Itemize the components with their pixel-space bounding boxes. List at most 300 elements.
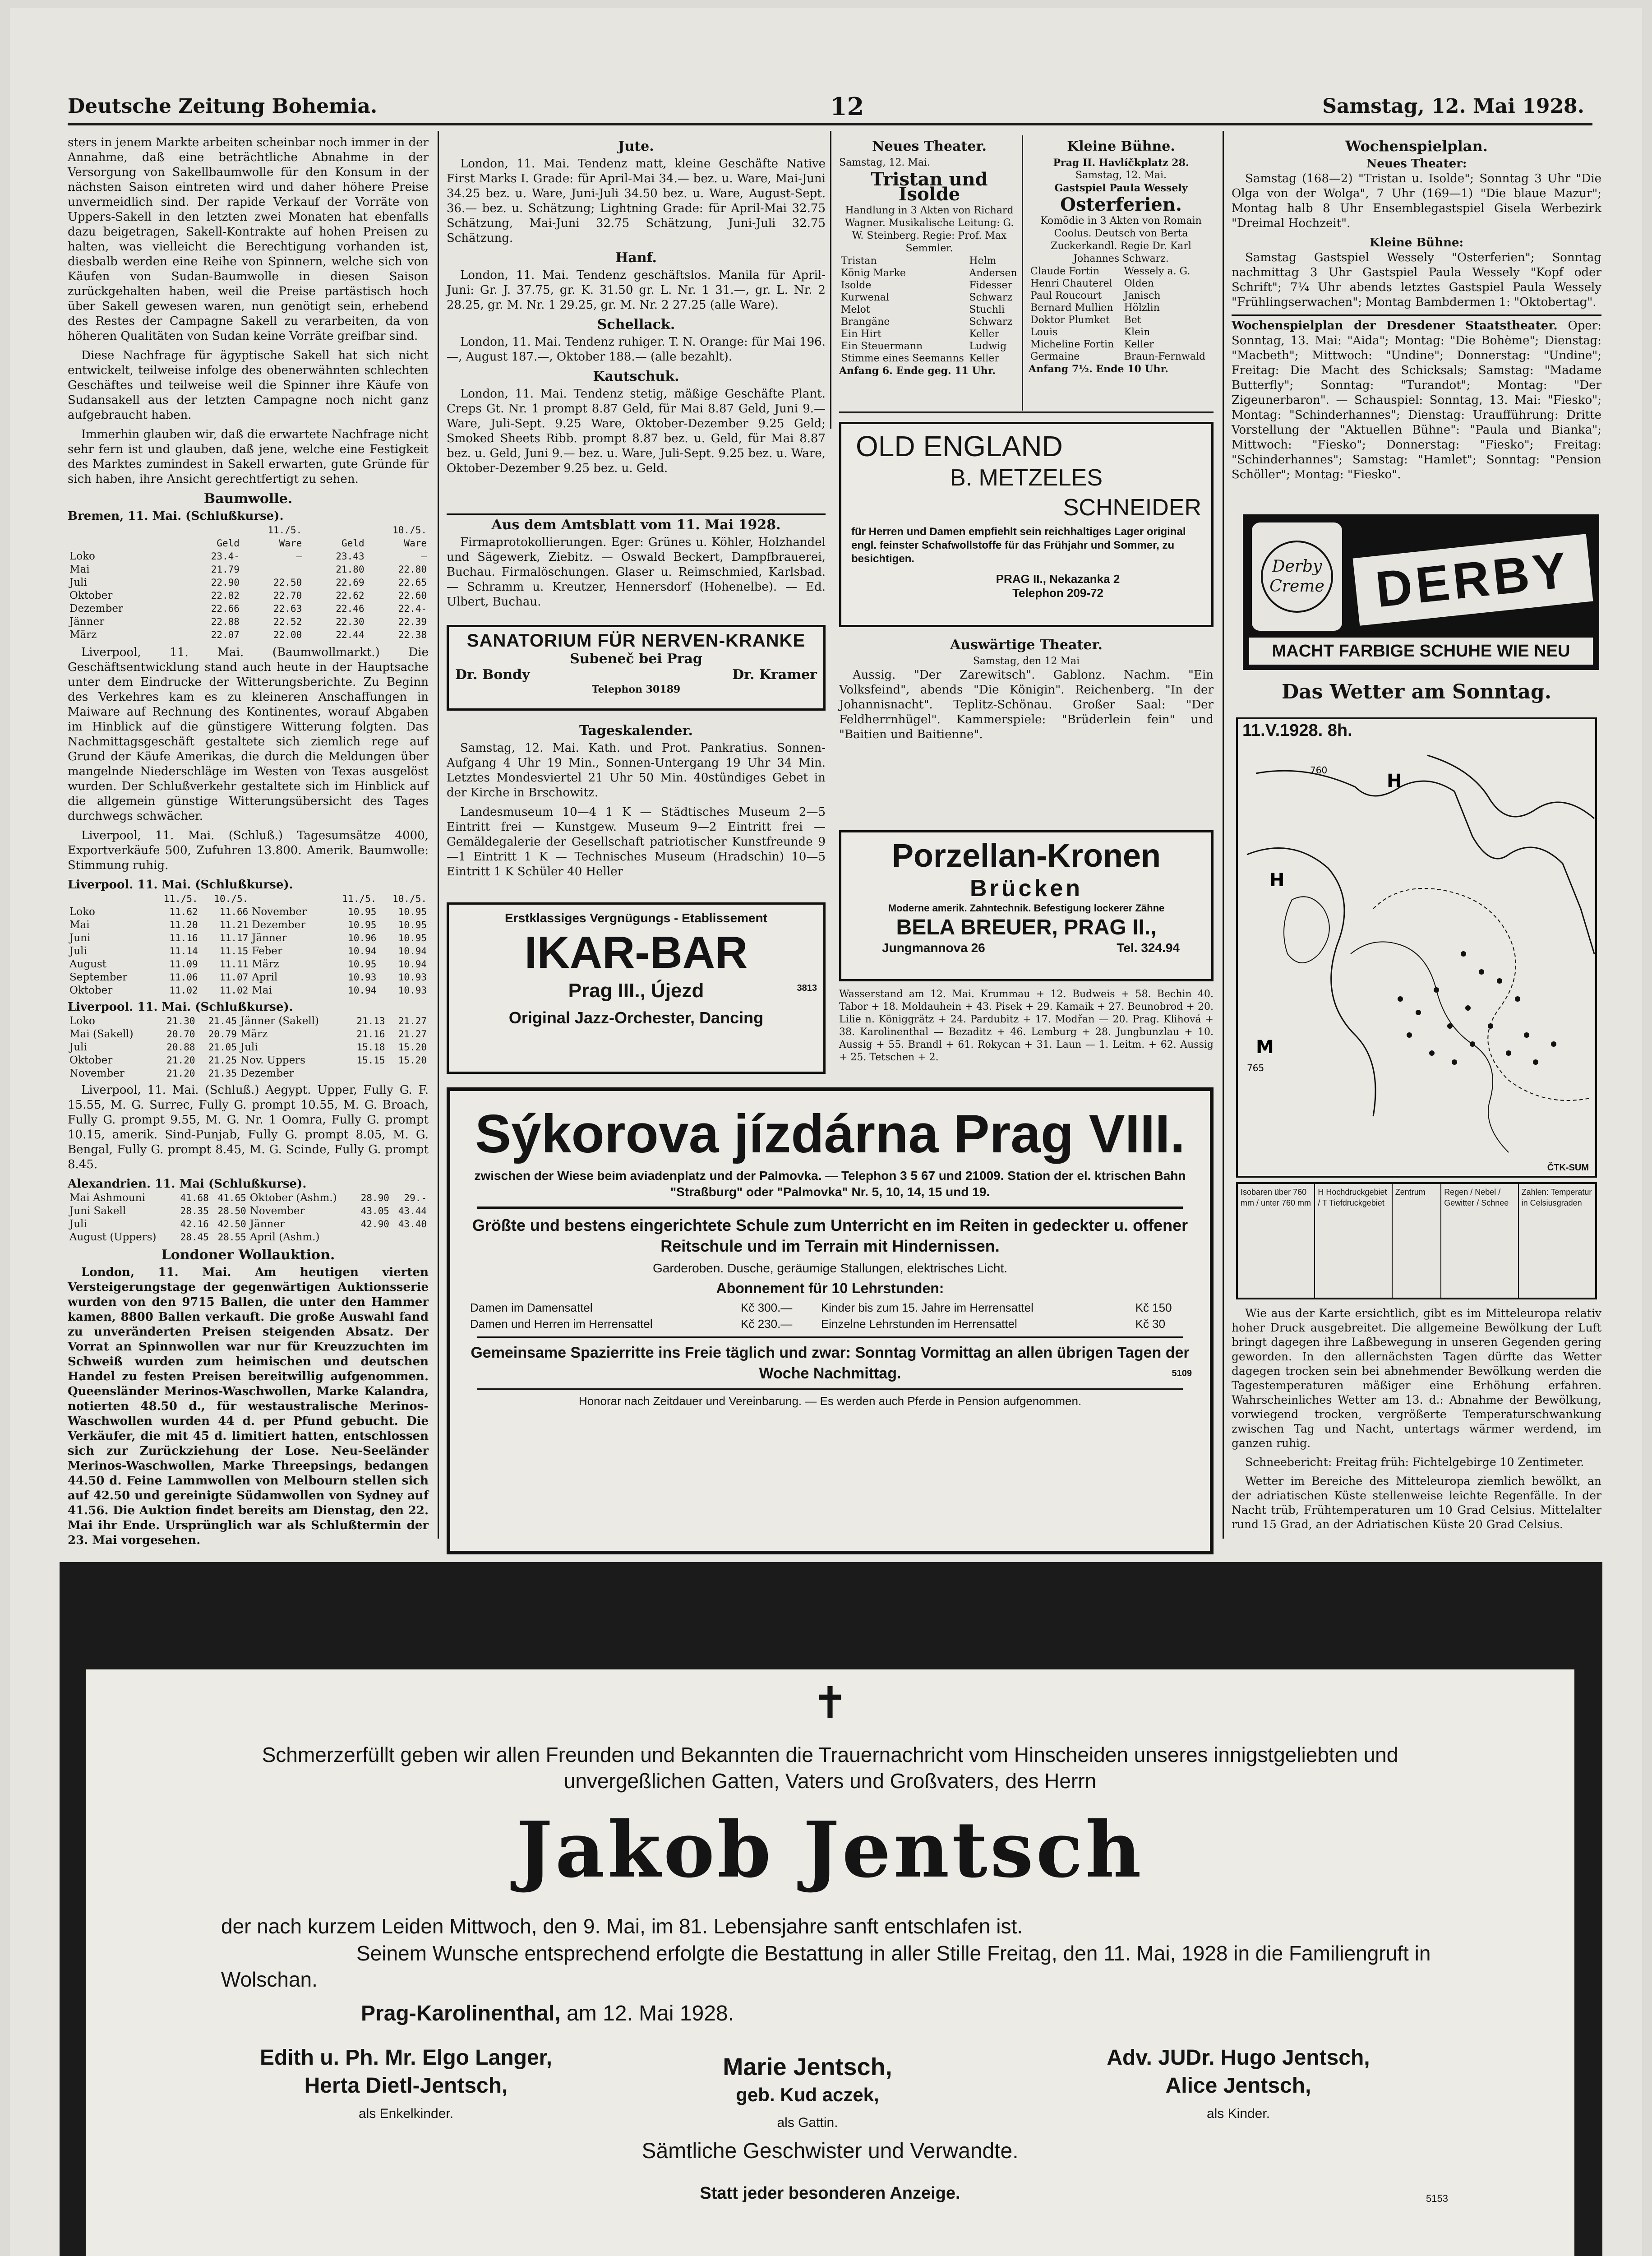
joint-rides xyxy=(468,1342,1192,1384)
old-england-title: OLD ENGLAND xyxy=(856,430,1063,462)
table-cell: 22.62 xyxy=(336,590,365,601)
mourning-place-date xyxy=(361,2001,734,2026)
riding-school-title: Sýkorova jízdárna Prag VIII. xyxy=(475,1104,1185,1164)
table-row xyxy=(839,352,1020,365)
legend-isobars: Isobaren über 760 mm / unter 760 mm xyxy=(1238,1184,1315,1298)
table-cell: 22.07 xyxy=(211,629,240,640)
table-cell: 11.62 xyxy=(169,906,198,917)
table-cell: 22.52 xyxy=(273,616,302,627)
legend-numbers: Zahlen: Temperatur in Celsiusgraden xyxy=(1521,1188,1592,1207)
table-cell: 15.15 xyxy=(356,1055,385,1066)
table-cell: 28.90 xyxy=(360,1193,389,1203)
table-cell: August xyxy=(69,958,107,970)
table-cell: 23.43 xyxy=(336,551,365,562)
ad-number: 3813 xyxy=(797,983,817,993)
mourning-line1: der nach kurzem Leiden Mittwoch, den 9. Mai, im 81. Lebensjahre sanft entschlafen ist. xyxy=(221,1914,1023,1938)
table-cell: Juli xyxy=(240,1041,258,1053)
table-cell: 22.88 xyxy=(211,616,240,627)
table-cell: Ein Steuermann xyxy=(841,341,923,352)
table-cell: 15.20 xyxy=(398,1042,427,1053)
table-cell: Mai Ashmouni xyxy=(69,1192,145,1204)
derby-banner xyxy=(1353,534,1593,626)
coastline xyxy=(1373,888,1590,1100)
mourner-relation: als Gattin. xyxy=(777,2115,838,2130)
table-cell: Loko xyxy=(69,1015,95,1027)
table-cell: Mai (Sakell) xyxy=(69,1028,134,1040)
table-cell: August (Uppers) xyxy=(69,1231,157,1243)
table-cell: 10.95 xyxy=(398,906,427,917)
table-cell: 21.27 xyxy=(398,1029,427,1040)
liverpool-report: Liverpool, 11. Mai. (Baumwollmarkt.) Die Geschäftsentwicklung stand auch heute in der Hauptsache unter dem Eindrucke der Witterungsberichte. Zu Beginn des Verkehres kam es zu kleineren Anschaffungen in Maiware auf Rechnung des Kontinentes, worauf Abgaben im Hinblick auf die günstigere Witterung folgten. Das Nachmittagsgeschäft gestaltete sich ziemlich rege auf Grund der Käufe Amerikas, die durch die Meldungen über mangelnde Niederschläge im Westen von Texas ausgelöst wurden. Der Schlußverkehr gestaltete sich im Hinblick auf die allgemein günstige Witterungsübersicht des Tages durchwegs schwächer. xyxy=(68,646,429,823)
liverpool-prompt: Liverpool, 11. Mai. (Schluß.) Aegypt. Upper, Fully G. F. 15.55, M. G. Surrec, Fully G. prompt 10.55, M. G. Broach, Fully G. prompt 9.55, M. G. Nr. 1 Oomra, Fully G. prompt 10.15, amerik. Sind-Punjab, Fully G. prompt 8.05, M. G. Bengal, Fully G. prompt 8.45, M. G. Scinde, Fully G. prompt 8.45. xyxy=(68,1083,429,1171)
table-cell: 11.16 xyxy=(169,933,198,943)
table-cell: März xyxy=(252,958,279,970)
table-cell: 10.95 xyxy=(398,920,427,930)
table-cell: April (Ashm.) xyxy=(249,1231,320,1243)
table-row xyxy=(839,279,1020,291)
shellac-heading: Schellack. xyxy=(597,317,675,333)
mourning-place: Prag-Karolinenthal, xyxy=(361,2002,561,2025)
table-cell: 28.50 xyxy=(217,1206,246,1216)
table-row xyxy=(68,615,429,629)
shellac-report: London, 11. Mai. Tendenz ruhiger. T. N. Orange: für Mai 196.—, August 187.—, Oktober 188.— (alle bezahlt). xyxy=(447,335,826,364)
table-header: Geld xyxy=(341,538,365,549)
dresden-program xyxy=(1232,319,1601,482)
no-separate-notice: Statt jeder besonderen Anzeige. xyxy=(700,2184,960,2203)
paper-name: Deutsche Zeitung Bohemia. xyxy=(68,95,378,118)
table-cell: Oktober (Ashm.) xyxy=(249,1192,337,1204)
gazette-heading: Aus dem Amtsblatt vom 11. Mai 1928. xyxy=(447,513,826,532)
museum-text: Landesmuseum 10—4 1 K — Städtisches Museum 2—5 Eintritt frei — Kunstgew. Museum 9—2 Eintritt frei — Gemäldegalerie der Gesellschaft patriotischer Kunstfreunde 9—1 Eintritt 1 K — Technisches Museum (Hradschin) 10—5 Eintritt 1 K Schüler 40 Heller xyxy=(447,805,826,878)
table-row xyxy=(839,291,1020,304)
table-cell: 11.07 xyxy=(220,972,249,983)
small-stage-subheading: Kleine Bühne: xyxy=(1369,236,1464,250)
table-row xyxy=(68,576,429,589)
table-cell: Ludwig xyxy=(969,341,1007,352)
table-cell: 43.40 xyxy=(398,1219,427,1230)
hemp-heading: Hanf. xyxy=(615,250,657,266)
table-header: 10./5. xyxy=(392,893,427,904)
table-cell: Brangäne xyxy=(841,316,890,328)
table-cell: Micheline Fortin xyxy=(1030,339,1114,350)
table-cell: 21.27 xyxy=(398,1016,427,1026)
table-cell: 41.65 xyxy=(217,1193,246,1203)
ikar-orchestra: Original Jazz-Orchester, Dancing xyxy=(508,1008,764,1027)
ikar-address xyxy=(455,980,817,1002)
table-cell: 21.35 xyxy=(208,1068,237,1079)
table-row xyxy=(839,316,1020,328)
table-cell: Stuchli xyxy=(969,304,1005,315)
table-cell: Wessely a. G. xyxy=(1124,266,1191,277)
dresden-text: Oper: Sonntag, 13. Mai: "Aida"; Montag: "Die Bohème"; Dienstag: "Macbeth"; Mittwoch: "Undine"; Donnerstag: "Undine"; Freitag: Die Macht des Schicksals; Samstag: "Madame Butterfly"; Sonntag: "Turandot"; Montag: "Der Zigeunerbaron". — Schauspiel: Sonntag, 13. Mai: "Fiesko"; Montag: "Schinderhannes"; Dienstag: Uraufführung: Dritte Vorstellung der "Aktuellen Bühne": "Paula und Bianka"; Mittwoch: "Fiesko"; Donnerstag: "Fiesko"; Freitag: "Schinderhannes"; Samstag: "Hamlet"; Sonntag: "Pension Schöller"; Montag: "Fiesko". xyxy=(1232,319,1602,481)
table-cell: 22.65 xyxy=(398,577,427,588)
map-date: 11.V.1928. 8h. xyxy=(1242,721,1352,740)
table-header: 11./5. xyxy=(268,525,302,536)
porcelain-crowns-ad xyxy=(839,830,1214,981)
legend-pressure: H Hochdruckgebiet / T Tiefdruckgebiet xyxy=(1315,1184,1392,1298)
weather-report xyxy=(1232,1306,1601,1550)
new-theatre-program: Samstag (168—2) "Tristan u. Isolde"; Sonntag 3 Uhr "Die Olga von der Wolga", 7 Uhr (169—1) "Die blaue Mazur"; Montag halb 8 Uhr Ensemblegastspiel Gisela Werbezirk "Dreimal Hochzeit". xyxy=(1232,172,1601,230)
cast-table xyxy=(839,255,1020,365)
table-row xyxy=(68,1041,429,1054)
table-cell: 22.69 xyxy=(336,577,365,588)
alexandria-heading: Alexandrien. 11. Mai (Schlußkurse). xyxy=(68,1177,307,1191)
high-pressure-mark: H xyxy=(1269,870,1285,891)
table-row xyxy=(68,971,429,984)
table-row xyxy=(839,328,1020,340)
joint-rides-text: Gemeinsame Spazierritte ins Freie täglich und zwar: Sonntag Vormittag an allen übrigen Tagen der Woche Nachmittag. xyxy=(471,1344,1190,1382)
water-levels xyxy=(839,988,1214,1083)
table-row xyxy=(68,1218,429,1231)
liverpool-heading: Liverpool. 11. Mai. (Schlußkurse). xyxy=(68,878,293,892)
table-cell: Kurwenal xyxy=(841,292,889,303)
table-cell: 11.02 xyxy=(169,985,198,996)
column-markets xyxy=(68,135,429,1548)
small-stage-program: Samstag Gastspiel Wessely "Osterferien"; Sonntag nachmittag 3 Uhr Gastspiel Paula Wessely "Kopf oder Schrift"; 7¼ Uhr abends letztes Gastspiel Paula Wessely "Frühlingserwachen"; Montag Bambdermen 1: "Oktobertag". xyxy=(1232,251,1601,309)
table-cell: 11.02 xyxy=(220,985,249,996)
table-cell: Olden xyxy=(1124,278,1154,289)
table-cell: 21.16 xyxy=(356,1029,385,1040)
old-england-name: B. METZELES xyxy=(950,465,1103,491)
liverpool-egypt-table xyxy=(68,1015,429,1080)
isobar-value: 760 xyxy=(1310,765,1328,776)
table-row xyxy=(68,919,429,932)
table-cell: 10.94 xyxy=(348,985,377,996)
table-row xyxy=(1029,314,1214,326)
table-cell: Damen im Damensattel xyxy=(470,1301,593,1314)
table-cell: 41.68 xyxy=(180,1193,209,1203)
jute-heading: Jute. xyxy=(618,139,654,154)
riding-school-facilities: Garderoben. Dusche, geräumige Stallungen, elektrisches Licht. xyxy=(653,1261,1007,1275)
table-cell: 11.66 xyxy=(220,906,249,917)
table-cell: 15.18 xyxy=(356,1042,385,1053)
table-row xyxy=(68,629,429,642)
theatre-heading: Kleine Bühne. xyxy=(1067,139,1175,154)
cotton-p2: Diese Nachfrage für ägyptische Sakell hat sich nicht entwickelt, teilweise infolge des obenerwähnten schlechten Geschäftes und teilweise weil die Spinner ihre Käufe von Sudansakell aus der letzten Campagne noch nicht ganz aufgebraucht haben. xyxy=(68,349,429,422)
table-cell: — xyxy=(421,551,427,562)
table-row xyxy=(68,1028,429,1041)
porcelain-name: BELA BREUER, PRAG II., xyxy=(896,915,1157,939)
table-cell: 11.15 xyxy=(220,946,249,957)
column-weekly-program xyxy=(1232,135,1601,505)
table-cell: Isolde xyxy=(841,280,872,291)
ikar-title: IKAR-BAR xyxy=(524,927,748,978)
section-heading: Baumwolle. xyxy=(203,491,293,507)
table-cell: Juli xyxy=(69,577,87,588)
table-cell xyxy=(241,563,304,576)
sanatorium-doctor-right: Dr. Kramer xyxy=(732,667,817,683)
cotton-intro: sters in jenem Markte arbeiten scheinbar noch immer in der Annahme, daß eine beträchtliche Abnahme in der Versorgung von Sakellbaumwolle für den Konsum in der nächsten Saison eintreten wird und daher höhere Preise unvermeidlich sind. Der rapide Verkauf der Vorräte von Uppers-Sakell in den letzten zwei Monaten hat ebenfalls dazu beigetragen, Sakell-Kontrakte auf hohen Preisen zu halten, was vielleicht die Berechtigung vorhanden ist, diesbalb werden eine Reihe von Spinnern, welche sich von Käufen von Sudan-Baumwolle in diesen Saison zurückgehalten haben, weil die Preise partästisch hoch über Sakell gewesen waren, nun genötigt sein, erhebend des Restes der Campagne Sakell zu verarbeiten, da von höheren Qualitäten von Sudan keine Vorräte greifbar sind. xyxy=(68,136,429,343)
table-cell: September xyxy=(69,971,128,983)
mourners-grandchildren xyxy=(203,2044,609,2128)
table-cell: 43.05 xyxy=(360,1206,389,1216)
column-divider xyxy=(830,131,831,429)
table-cell: 10.94 xyxy=(398,946,427,957)
old-england-ad xyxy=(839,422,1214,627)
table-row xyxy=(839,340,1020,352)
weather-map xyxy=(1236,717,1597,1178)
sanatorium-place: Subeneč bei Prag xyxy=(570,651,702,667)
table-cell: Kč 30 xyxy=(1135,1317,1166,1331)
header-rule xyxy=(68,123,1592,125)
table-cell: 10.95 xyxy=(398,933,427,943)
table-cell: Keller xyxy=(969,353,999,364)
ad-number: 5153 xyxy=(1426,2193,1448,2204)
table-cell: 22.4- xyxy=(398,603,427,614)
derby-can xyxy=(1252,522,1342,631)
sanatorium-phone: Telephon 30189 xyxy=(591,684,681,695)
table-row xyxy=(68,1015,429,1028)
map-credit: ČTK-SUM xyxy=(1547,1163,1589,1173)
table-cell: 21.20 xyxy=(166,1068,195,1079)
table-cell: Loko xyxy=(69,906,95,918)
sanatorium-doctor-left: Dr. Bondy xyxy=(455,667,530,683)
porcelain-title: Porzellan-Kronen xyxy=(891,838,1161,874)
table-cell: Claude Fortin xyxy=(1030,266,1100,277)
table-cell: Fidesser xyxy=(969,280,1012,291)
table-row xyxy=(68,1192,429,1205)
table-cell xyxy=(345,1067,387,1080)
table-cell: — xyxy=(296,551,302,562)
table-cell: November xyxy=(249,1205,305,1217)
calendar-heading: Tageskalender. xyxy=(579,723,693,739)
table-cell: 11.17 xyxy=(220,933,249,943)
table-cell: 28.55 xyxy=(217,1232,246,1243)
external-theatres xyxy=(839,634,1214,823)
table-cell: Dezember xyxy=(69,603,123,615)
table-row xyxy=(68,932,429,945)
table-header: 11./5. xyxy=(342,893,377,904)
table-cell: Ein Hirt xyxy=(841,328,881,340)
table-cell: Jänner xyxy=(252,932,287,944)
ikar-tagline: Erstklassiges Vergnügungs - Etablissement xyxy=(505,911,767,925)
riding-school-location: zwischen der Wiese beim aviadenplatz und der Palmovka. — Telephon 3 5 67 und 21009. Station der el. ktrischen Bahn "Straßburg" oder "Palmovka" Nr. 5, 10, 14, 15 und 19. xyxy=(474,1169,1186,1199)
theatre-heading: Neues Theater. xyxy=(872,139,987,154)
table-row xyxy=(68,984,429,997)
play-title: Tristan und Isolde xyxy=(871,169,988,205)
calendar-section xyxy=(447,720,826,891)
play-credits: Handlung in 3 Akten von Richard Wagner. Musikalische Leitung: G. W. Steinberg. Regie: Prof. Max Semmler. xyxy=(844,205,1014,254)
table-cell: 11.09 xyxy=(169,959,198,970)
mourner-name: Herta Dietl-Jentsch, xyxy=(304,2074,508,2098)
mourner-name: Adv. JUDr. Hugo Jentsch, xyxy=(1107,2046,1370,2070)
table-cell: 11.14 xyxy=(169,946,198,957)
porcelain-address: Jungmannova 26 xyxy=(882,941,985,955)
table-cell: 10.93 xyxy=(398,972,427,983)
ikar-bar-ad xyxy=(447,902,826,1074)
coastline xyxy=(1351,942,1509,1152)
table-cell: 22.44 xyxy=(336,629,365,640)
weekly-program-heading: Wochenspielplan. xyxy=(1345,138,1488,155)
table-row xyxy=(68,906,429,919)
subscription-heading: Abonnement für 10 Lehrstunden: xyxy=(716,1280,944,1296)
table-cell xyxy=(354,1231,391,1244)
table-row xyxy=(839,255,1020,267)
table-cell: April xyxy=(252,971,278,983)
bremen-table xyxy=(68,524,429,642)
table-cell: Kč 230.— xyxy=(741,1317,793,1331)
table-cell: 10.95 xyxy=(348,959,377,970)
table-cell: 11.06 xyxy=(169,972,198,983)
theatre-date: Samstag, 12. Mai. xyxy=(839,157,931,168)
table-row xyxy=(68,945,429,958)
table-cell: Braun-Fernwald xyxy=(1124,351,1205,362)
table-cell: Keller xyxy=(1124,339,1154,350)
column-divider xyxy=(438,131,439,1539)
table-cell: 42.50 xyxy=(217,1219,246,1230)
table-cell: 22.60 xyxy=(398,590,427,601)
table-row xyxy=(1029,351,1214,363)
table-cell: Doktor Plumket xyxy=(1030,314,1110,326)
isobar-line xyxy=(1256,771,1594,954)
external-theatres-text: Aussig. "Der Zarewitsch". Gablonz. Nachm. "Ein Volksfeind", abends "Die Königin". Reichenberg. "In der Johannisnacht". Teplitz-Schönau. Großer Saal: "Der Feldherrnhügel". Kammerspiele: "Brüderlein fein" und "Baitien und Baitienne". xyxy=(839,668,1214,741)
ad-number: 5109 xyxy=(1172,1368,1192,1378)
table-cell: 22.82 xyxy=(211,590,240,601)
column-commodities xyxy=(447,135,826,475)
table-row xyxy=(68,1067,429,1080)
table-header: Ware xyxy=(279,538,302,549)
table-cell: Kč 300.— xyxy=(741,1301,793,1314)
liverpool-egypt-heading: Liverpool. 11. Mai. (Schlußkurse). xyxy=(68,1000,293,1014)
table-cell: 10.93 xyxy=(398,985,427,996)
table-cell: 42.90 xyxy=(360,1219,389,1230)
table-cell: 22.38 xyxy=(398,629,427,640)
table-cell: Paul Roucourt xyxy=(1030,290,1102,301)
table-cell: 21.05 xyxy=(208,1042,237,1053)
isobar-line xyxy=(1247,848,1375,1116)
old-england-address: PRAG II., Nekazanka 2 xyxy=(996,572,1120,586)
wool-heading: Londoner Wollauktion. xyxy=(161,1247,335,1263)
mourning-notice xyxy=(86,1669,1574,2256)
table-cell: König Marke xyxy=(841,268,906,279)
column-divider xyxy=(1223,131,1224,1539)
table-cell: 15.20 xyxy=(398,1055,427,1066)
ikar-address-text: Prag III., Újezd xyxy=(568,980,704,1002)
table-cell: Juli xyxy=(69,1041,87,1053)
table-cell: Bernard Mullien xyxy=(1030,302,1113,314)
cross-icon: ✝ xyxy=(812,1679,849,1727)
coastline xyxy=(1284,897,1329,963)
mist-mark: M xyxy=(1256,1037,1274,1058)
play-credits: Komödie in 3 Akten von Romain Coolus. Deutsch von Berta Zuckerkandl. Regie Dr. Karl Johannes Schwarz. xyxy=(1040,215,1202,264)
table-cell: 22.66 xyxy=(211,603,240,614)
legend-precipitation: Regen / Nebel / Gewitter / Schnee xyxy=(1441,1184,1518,1298)
table-cell: 10.95 xyxy=(348,920,377,930)
porcelain-subtitle: Brücken xyxy=(969,875,1083,901)
table-cell: Jänner (Sakell) xyxy=(240,1015,319,1027)
cast-table xyxy=(1029,265,1214,363)
rubber-report: London, 11. Mai. Tendenz stetig, mäßige Geschäfte Plant. Creps Gt. Nr. 1 prompt 8.87 Geld, für Mai 8.87 Geld, Juni 9.— Ware, Juli-Sept. 9.25 Ware, Oktober-Dezember 9.25 Geld; Smoked Sheets Ribb. prompt 8.87 bez. u. Geld, für Mai 8.87 bez. u. Geld, Juni 9.— bez. u. Ware, Juli-Sept. 9.25 bez. u. Ware, Oktober-Dezember 9.25 bez. u. Geld. xyxy=(447,387,826,475)
table-row xyxy=(68,1231,429,1244)
table-cell: 22.39 xyxy=(398,616,427,627)
table-cell: 11.21 xyxy=(220,920,249,930)
table-cell: Louis xyxy=(1030,327,1058,338)
mourners-family: Sämtliche Geschwister und Verwandte. xyxy=(641,2139,1019,2163)
table-cell: Mai xyxy=(69,564,90,575)
table-cell: Mai xyxy=(69,919,90,931)
table-cell: 22.80 xyxy=(398,564,427,575)
table-cell: Juni Sakell xyxy=(69,1205,126,1217)
table-cell: Stimme eines Seemanns xyxy=(841,353,964,364)
table-cell: 21.30 xyxy=(166,1016,195,1026)
table-header: 10./5. xyxy=(214,893,249,904)
mourner-name: Marie Jentsch, xyxy=(723,2053,892,2080)
table-cell: Juni xyxy=(69,932,91,944)
sanatorium-title: SANATORIUM FÜR NERVEN-KRANKE xyxy=(466,631,806,651)
jute-report: London, 11. Mai. Tendenz matt, kleine Geschäfte Native First Marks I. Grade: für April-Mai 34.— bez. u. Ware, Mai-Juni 34.25 bez. u. Ware, Juni-Juli 34.50 bez. u. Ware, August-Sept. 36.— bez. u. Schätzung; Lightning Grade: für April-Mai 32.75 Schätzung, Mai-Juni 32.75 Schätzung, Juni-Juli 32.75 Schätzung. xyxy=(447,157,826,245)
table-cell: Nov. Uppers xyxy=(240,1054,305,1066)
table-cell: 21.45 xyxy=(208,1016,237,1026)
isobar-line xyxy=(1427,755,1594,818)
table-cell: Bet xyxy=(1124,314,1141,326)
table-cell: Klein xyxy=(1124,327,1150,338)
table-row xyxy=(68,589,429,602)
table-row xyxy=(839,304,1020,316)
table-cell: Oktober xyxy=(69,590,113,601)
table-row xyxy=(68,1054,429,1067)
weather-heading: Das Wetter am Sonntag. xyxy=(1281,680,1552,703)
table-cell: 21.25 xyxy=(208,1055,237,1066)
table-cell: 11.20 xyxy=(169,920,198,930)
table-cell: 10.95 xyxy=(348,906,377,917)
table-cell: 22.63 xyxy=(273,603,302,614)
wool-report: London, 11. Mai. Am heutigen vierten Versteigerungstage der gegenwärtigen Auktionsserie wurden von den 9715 Ballen, die unter den Hammer kamen, 8800 Ballen verkauft. Die große Auswahl fand zu unveränderten Preisen steigenden Absatz. Der Vorrat an Spinnwollen war nur für Kreuzzuchten im Schweiß wurden zum heimischen und deutschen Handel zu festen Preisen bereitwillig aufgenommen. Queensländer Merinos-Waschwollen, Marke Kalandra, notierten 48.50 d., für westaustralische Merinos-Waschwollen wurden 44 d. per Pfund gebucht. Die Verkäufer, die mit 45 d. limitiert hatten, entschlossen sich zur Zurückziehung der Lose. Neu-Seeländer Merinos-Waschwollen, Marke Threepsings, bedangen 44.50 d. Feine Lammwollen von Melbourn stellen sich auf 42.50 und gereinigte Südamwollen von Sydney auf 41.56. Die Auktion findet bereits am Dienstag, den 22. Mai ihr Ende. Ursprünglich war als Schlußtermin der 23. Mai vorgesehen. xyxy=(68,1266,429,1547)
table-cell: Oktober xyxy=(69,985,113,996)
dresden-heading: Wochenspielplan der Dresdener Staatstheater. xyxy=(1232,319,1558,333)
calendar-text: Samstag, 12. Mai. Kath. und Prot. Pankratius. Sonnen-Aufgang 4 Uhr 19 Min., Sonnen-Untergang 19 Uhr 34 Min. Letztes Mondesviertel 21 Uhr 50 Min. 40stündiges Gebet in der Kirche in Brschowitz. xyxy=(447,741,826,800)
table-cell: Dezember xyxy=(240,1068,294,1079)
liverpool-table xyxy=(68,892,429,997)
table-row xyxy=(1029,302,1214,314)
derby-word: DERBY xyxy=(1373,541,1573,618)
table-row xyxy=(1029,338,1214,351)
table-row xyxy=(68,563,429,576)
section-rule xyxy=(839,411,1214,413)
table-cell: Andersen xyxy=(969,268,1017,279)
issue-date: Samstag, 12. Mai 1928. xyxy=(1322,95,1584,118)
table-cell: März xyxy=(240,1028,268,1040)
page-number: 12 xyxy=(830,92,864,121)
riding-school-offer: Größte und bestens eingerichtete Schule zum Unterricht en im Reiten in gedeckter u. offener Reitschule und im Terrain mit Hindernissen. xyxy=(472,1216,1188,1255)
table-cell: Dezember xyxy=(252,919,306,931)
rubber-heading: Kautschuk. xyxy=(593,369,679,384)
table-row xyxy=(1029,290,1214,302)
table-cell: Juli xyxy=(69,945,87,957)
table-cell: Jänner xyxy=(69,616,105,628)
column-divider xyxy=(1022,135,1023,411)
old-england-text: für Herren und Damen empfiehlt sein reichhaltiges Lager original engl. feinster Schafwollstoffe für das Frühjahr und Sommer, zu besichtigen. xyxy=(851,526,1186,565)
table-cell: 22.00 xyxy=(273,629,302,640)
mourner-relation: als Enkelkinder. xyxy=(358,2106,454,2121)
table-cell: 21.80 xyxy=(336,564,365,575)
table-cell: Tristan xyxy=(841,255,877,267)
weather-abroad: Wetter im Bereiche des Mitteleuropa ziemlich bewölkt, an der adriatischen Küste stellenweise leichte Regenfälle. In der Nacht trüb, Frühtemperaturen um 10 Grad Celsius. Mittelalter rund 15 Grad, an der Adriatischen Küste 20 Grad Celsius. xyxy=(1232,1475,1601,1531)
table-cell: 10.93 xyxy=(348,972,377,983)
table-cell: Melot xyxy=(841,304,870,315)
porcelain-phone: Tel. 324.94 xyxy=(1117,941,1180,955)
isobar-value: 765 xyxy=(1247,1063,1264,1073)
high-pressure-mark: H xyxy=(1387,771,1402,791)
liverpool-summary: Liverpool, 11. Mai. (Schluß.) Tagesumsätze 4000, Exportverkäufe 500, Zufuhren 13.800. Amerik. Baumwolle: Stimmung ruhig. xyxy=(68,829,429,872)
guest-performance: Gastspiel Paula Wessely xyxy=(1054,182,1188,194)
table-cell: Feber xyxy=(252,945,282,957)
mourners-children xyxy=(1024,2044,1453,2128)
table-header: 10./5. xyxy=(392,525,427,536)
external-theatres-heading: Auswärtige Theater. xyxy=(950,637,1103,653)
table-cell: 29.- xyxy=(404,1193,427,1203)
table-cell: 10.94 xyxy=(348,946,377,957)
subscription-table xyxy=(468,1299,1192,1332)
